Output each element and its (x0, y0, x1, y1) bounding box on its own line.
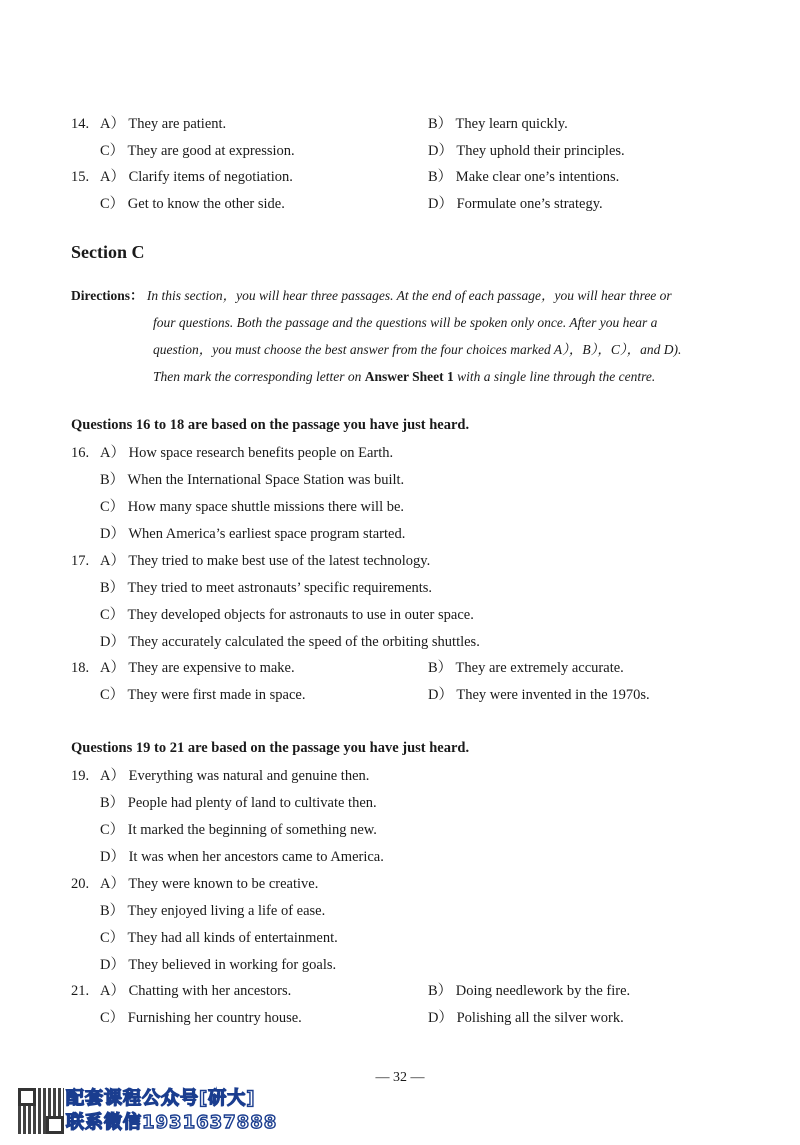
directions-line-1: In this section，you will hear three passages. At the end of each passage，you will hear three or (146, 288, 672, 303)
watermark-line-1: 配套课程公众号[研大] (66, 1088, 256, 1109)
q17-option-b: B） They tried to meet astronauts’ specific requirements. (100, 580, 433, 596)
directions-line-4c: with a single line through the centre. (457, 369, 656, 384)
q16-option-d: D） When America’s earliest space program started. (100, 526, 406, 542)
q19-option-a: A） Everything was natural and genuine then. (100, 768, 370, 784)
q19-option-b: B） People had plenty of land to cultivate then. (100, 795, 377, 811)
q20-option-d: D） They believed in working for goals. (100, 957, 337, 973)
answer-sheet-label: Answer Sheet 1 (364, 369, 454, 384)
directions-line-3: question，you must choose the best answer from the four choices marked A），B），C），and D). (153, 342, 682, 357)
q16-option-a: A） How space research benefits people on Earth. (100, 445, 394, 461)
q21-option-b: B） Doing needlework by the fire. (428, 983, 631, 999)
q14-option-c: C） They are good at expression. (100, 143, 295, 159)
q18-option-b: B） They are extremely accurate. (428, 660, 624, 676)
q20-option-b: B） They enjoyed living a life of ease. (100, 903, 326, 919)
q16-option-b: B） When the International Space Station was built. (100, 472, 405, 488)
directions-block (71, 282, 771, 390)
q18-option-d: D） They were invented in the 1970s. (428, 687, 650, 703)
q15-option-a: A） Clarify items of negotiation. (100, 169, 293, 185)
q15-number: 15. (71, 169, 90, 185)
q19-option-d: D） It was when her ancestors came to America. (100, 849, 384, 865)
q18-option-c: C） They were first made in space. (100, 687, 306, 703)
q14-option-d: D） They uphold their principles. (428, 143, 625, 159)
q21-option-d: D） Polishing all the silver work. (428, 1010, 624, 1026)
q15-option-d: D） Formulate one’s strategy. (428, 196, 603, 212)
q20-number: 20. (71, 876, 90, 892)
q20-option-c: C） They had all kinds of entertainment. (100, 930, 338, 946)
q17-option-a: A） They tried to make best use of the latest technology. (100, 553, 431, 569)
q17-option-c: C） They developed objects for astronauts to use in outer space. (100, 607, 474, 623)
q17-number: 17. (71, 553, 90, 569)
q17-option-d: D） They accurately calculated the speed of the orbiting shuttles. (100, 634, 480, 650)
q21-option-a: A） Chatting with her ancestors. (100, 983, 292, 999)
q20-option-a: A） They were known to be creative. (100, 876, 319, 892)
q21-option-c: C） Furnishing her country house. (100, 1010, 302, 1026)
group-2-heading: Questions 19 to 21 are based on the passage you have just heard. (71, 740, 470, 756)
group-1-heading: Questions 16 to 18 are based on the passage you have just heard. (71, 417, 470, 433)
directions-line-4 (71, 363, 771, 390)
q16-number: 16. (71, 445, 90, 461)
directions-line-2: four questions. Both the passage and the questions will be spoken only once. After you hear a (153, 315, 658, 330)
q19-number: 19. (71, 768, 90, 784)
q18-option-a: A） They are expensive to make. (100, 660, 295, 676)
q15-option-b: B） Make clear one’s intentions. (428, 169, 620, 185)
q14-option-a: A） They are patient. (100, 116, 227, 132)
q14-number: 14. (71, 116, 90, 132)
page-number: — 32 — (375, 1070, 425, 1085)
directions-label: Directions： (71, 288, 144, 303)
directions-line-4a: Then mark the corresponding letter on (153, 369, 362, 384)
q14-option-b: B） They learn quickly. (428, 116, 568, 132)
qr-code-icon (18, 1088, 64, 1134)
q19-option-c: C） It marked the beginning of something new. (100, 822, 377, 838)
section-title: Section C (71, 242, 145, 262)
q15-option-c: C） Get to know the other side. (100, 196, 285, 212)
watermark-line-2: 联系微信1931637888 (66, 1112, 278, 1133)
q18-number: 18. (71, 660, 90, 676)
q16-option-c: C） How many space shuttle missions there will be. (100, 499, 405, 515)
q21-number: 21. (71, 983, 90, 999)
